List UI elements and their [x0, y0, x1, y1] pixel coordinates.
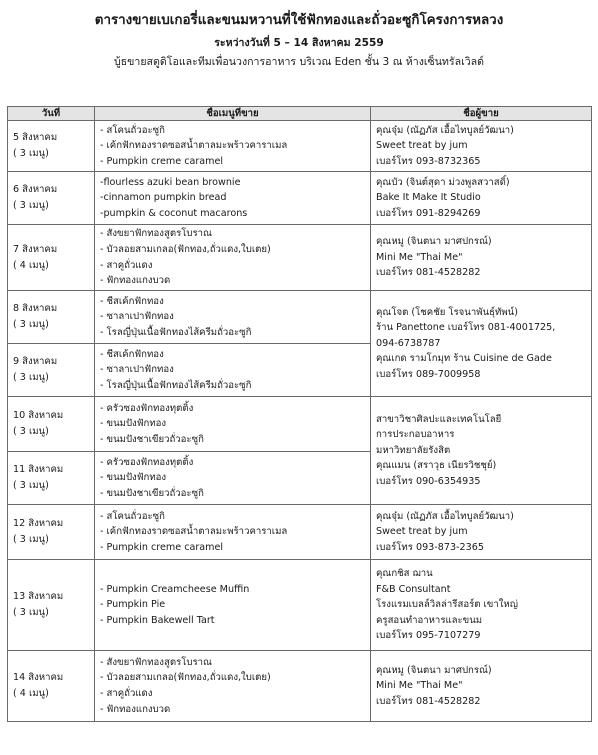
date-text: 9 สิงหาคม: [13, 356, 58, 368]
menu-count: ( 3 เมนู): [13, 607, 49, 618]
menu-count: ( 3 เมนู): [13, 534, 49, 545]
seller-line: เบอร์โทร 093-8732365: [376, 155, 481, 167]
menu-cell: [95, 397, 371, 452]
date-cell: [8, 452, 95, 505]
menu-count: ( 3 เมนู): [13, 200, 49, 211]
menu-item: - ครัวซองฟักทองทุตติ้ง: [100, 456, 194, 468]
menu-item: - ขนมปังชาเขียวถั่วอะซูกิ: [100, 487, 204, 499]
menu-cell: [95, 560, 371, 651]
menu-cell: [95, 344, 371, 397]
table-row: [8, 397, 592, 452]
seller-line: Sweet treat by jum: [376, 526, 468, 538]
seller-line: คุณหมู (จินตนา มาศปกรณ์): [376, 664, 492, 676]
menu-count: ( 4 เมนู): [13, 688, 49, 699]
document-header: [0, 12, 598, 69]
menu-item: - สังขยาฟักทองสูตรโบราณ: [100, 228, 212, 240]
event-location: บู้ธขายสตูดิโอและทีมเพื่อนวงการอาหาร บริเวณ Eden ชั้น 3 ณ ห้างเซ็นทรัลเวิลด์: [113, 56, 485, 68]
menu-item: - ขนมปังฟักทอง: [100, 472, 167, 484]
seller-line: เบอร์โทร 081-4528282: [376, 695, 481, 707]
seller-line: เบอร์โทร 090-6354935: [376, 475, 481, 487]
menu-item: -cinnamon pumpkin bread: [100, 192, 227, 204]
event-period: ระหว่างวันที่ 5 – 14 สิงหาคม 2559: [214, 37, 384, 49]
seller-line: สาขาวิชาศิลปะและเทคโนโลยี: [376, 413, 502, 425]
menu-item: - ชีสเค้กฟักทอง: [100, 348, 164, 360]
seller-cell: [371, 560, 592, 651]
menu-item: - Pumpkin creme caramel: [100, 541, 224, 553]
column-header-seller: ชื่อผู้ขาย: [371, 107, 592, 121]
table-row: [8, 560, 592, 651]
menu-cell: [95, 172, 371, 225]
menu-item: - สาคูถั่วแดง: [100, 688, 153, 699]
menu-cell: [95, 651, 371, 722]
seller-cell: [371, 225, 592, 291]
date-cell: [8, 505, 95, 560]
seller-line: คุณจุ๋ม (ณัฏภัส เอื้อไทบูลย์วัฒนา): [376, 124, 514, 136]
seller-cell: [371, 651, 592, 722]
table-row: [8, 172, 592, 225]
menu-cell: [95, 452, 371, 505]
seller-line: ครูสอนทำอาหารและขนม: [376, 614, 483, 626]
seller-line: คุณบัว (จินต์สุดา ม่วงพูลสวาสดิ์): [376, 176, 510, 188]
menu-item: - Pumpkin Pie: [100, 599, 166, 611]
seller-cell: [371, 505, 592, 560]
table-row: [8, 505, 592, 560]
menu-count: ( 3 เมนู): [13, 148, 49, 159]
table-row: [8, 121, 592, 172]
seller-line: คุณแมน (สราวุธ เนียรวิชชุย์): [376, 460, 497, 472]
menu-cell: [95, 121, 371, 172]
date-cell: [8, 560, 95, 651]
menu-item: - เค้กฟักทองราดซอสน้ำตาลมะพร้าวคาราเมล: [100, 526, 288, 538]
date-cell: [8, 225, 95, 291]
seller-cell: [371, 172, 592, 225]
seller-line: Bake It Make It Studio: [376, 192, 481, 204]
seller-line: เบอร์โทร 095-7107279: [376, 630, 481, 642]
menu-item: - โรลญี่ปุ่นเนื้อฟักทองไส้ครีมถั่วอะซูกิ: [100, 326, 252, 338]
document-title: ตารางขายเบเกอรี่และขนมหวานที่ใช้ฟักทองและถั่วอะซูกิโครงการหลวง: [94, 13, 504, 28]
menu-item: - ชีสเค้กฟักทอง: [100, 295, 164, 307]
seller-line: F&B Consultant: [376, 583, 451, 595]
schedule-table: [7, 106, 592, 722]
seller-cell: [371, 121, 592, 172]
seller-line: คุณโจต (โชคชัย โรจนาพันธุ์ทัพน์): [376, 306, 518, 318]
menu-item: - สังขยาฟักทองสูตรโบราณ: [100, 656, 212, 668]
date-text: 6 สิงหาคม: [13, 184, 58, 196]
table-header-row: [8, 107, 592, 121]
menu-item: - สโคนถั่วอะซูกิ: [100, 510, 165, 522]
seller-cell-merged: [371, 291, 592, 397]
menu-item: - ซาลาเปาฟักทอง: [100, 364, 174, 376]
menu-cell: [95, 505, 371, 560]
menu-item: - Pumpkin creme caramel: [100, 155, 224, 167]
menu-item: - บัวลอยสามเกลอ(ฟักทอง,ถั่วแดง,ใบเตย): [100, 243, 271, 255]
seller-line: Sweet treat by jum: [376, 140, 468, 152]
menu-item: - ครัวซองฟักทองทุตติ้ง: [100, 402, 194, 414]
seller-line: เบอร์โทร 093-873-2365: [376, 541, 484, 553]
menu-cell: [95, 225, 371, 291]
menu-count: ( 3 เมนู): [13, 480, 49, 491]
seller-line: Mini Me "Thai Me": [376, 680, 463, 692]
table-row: [8, 225, 592, 291]
table-row: [8, 651, 592, 722]
column-header-date: วันที่: [8, 107, 95, 121]
menu-count: ( 3 เมนู): [13, 319, 49, 330]
seller-line: คุณกชิส ฌาน: [376, 568, 433, 580]
date-text: 11 สิงหาคม: [13, 464, 64, 476]
seller-line: 094-6738787: [376, 337, 441, 349]
date-cell: [8, 397, 95, 452]
date-cell: [8, 651, 95, 722]
seller-line: การประกอบอาหาร: [376, 429, 455, 441]
menu-item: - บัวลอยสามเกลอ(ฟักทอง,ถั่วแดง,ใบเตย): [100, 672, 271, 684]
seller-line: คุณจุ๋ม (ณัฏภัส เอื้อไทบูลย์วัฒนา): [376, 510, 514, 522]
menu-cell: [95, 291, 371, 344]
date-text: 8 สิงหาคม: [13, 303, 58, 315]
seller-line: คุณหมู (จินตนา มาศปกรณ์): [376, 236, 492, 248]
seller-line: Mini Me "Thai Me": [376, 251, 463, 263]
menu-item: - สาคูถั่วแดง: [100, 259, 153, 271]
seller-line: มหาวิทยาลัยรังสิต: [376, 444, 451, 456]
menu-count: ( 3 เมนู): [13, 372, 49, 383]
date-cell: [8, 291, 95, 344]
date-text: 13 สิงหาคม: [13, 591, 64, 603]
menu-item: - ซาลาเปาฟักทอง: [100, 311, 174, 323]
seller-line: เบอร์โทร 089-7009958: [376, 368, 481, 380]
seller-cell-merged: [371, 397, 592, 505]
date-cell: [8, 121, 95, 172]
seller-line: เบอร์โทร 091-8294269: [376, 207, 481, 219]
seller-line: โรงแรมเบลล์วิลล่ารีสอร์ต เขาใหญ่: [376, 599, 518, 611]
menu-item: - Pumpkin Bakewell Tart: [100, 614, 215, 626]
menu-item: -pumpkin & coconut macarons: [100, 207, 248, 219]
date-text: 7 สิงหาคม: [13, 243, 58, 255]
date-text: 5 สิงหาคม: [13, 132, 58, 144]
menu-item: - เค้กฟักทองราดซอสน้ำตาลมะพร้าวคาราเมล: [100, 140, 288, 152]
date-text: 12 สิงหาคม: [13, 518, 64, 530]
menu-count: ( 3 เมนู): [13, 426, 49, 437]
date-text: 10 สิงหาคม: [13, 410, 64, 422]
date-cell: [8, 344, 95, 397]
table-row: [8, 291, 592, 344]
menu-item: - ขนมปังฟักทอง: [100, 418, 167, 430]
menu-item: - ขนมปังชาเขียวถั่วอะซูกิ: [100, 433, 204, 445]
menu-item: - ฟักทองแกงบวด: [100, 703, 171, 715]
date-cell: [8, 172, 95, 225]
menu-item: - โรลญี่ปุ่นเนื้อฟักทองไส้ครีมถั่วอะซูกิ: [100, 379, 252, 391]
menu-item: - สโคนถั่วอะซูกิ: [100, 124, 165, 136]
column-header-menu: ชื่อเมนูที่ขาย: [95, 107, 371, 121]
menu-item: -flourless azuki bean brownie: [100, 176, 241, 188]
menu-item: - ฟักทองแกงบวด: [100, 275, 171, 287]
seller-line: ร้าน Panettone เบอร์โทร 081-4001725,: [376, 322, 556, 334]
seller-line: คุณเกด รามโกมุท ร้าน Cuisine de Gade: [376, 353, 552, 365]
date-text: 14 สิงหาคม: [13, 672, 64, 684]
menu-item: - Pumpkin Creamcheese Muffin: [100, 583, 250, 595]
menu-count: ( 4 เมนู): [13, 259, 49, 271]
seller-line: เบอร์โทร 081-4528282: [376, 267, 481, 279]
